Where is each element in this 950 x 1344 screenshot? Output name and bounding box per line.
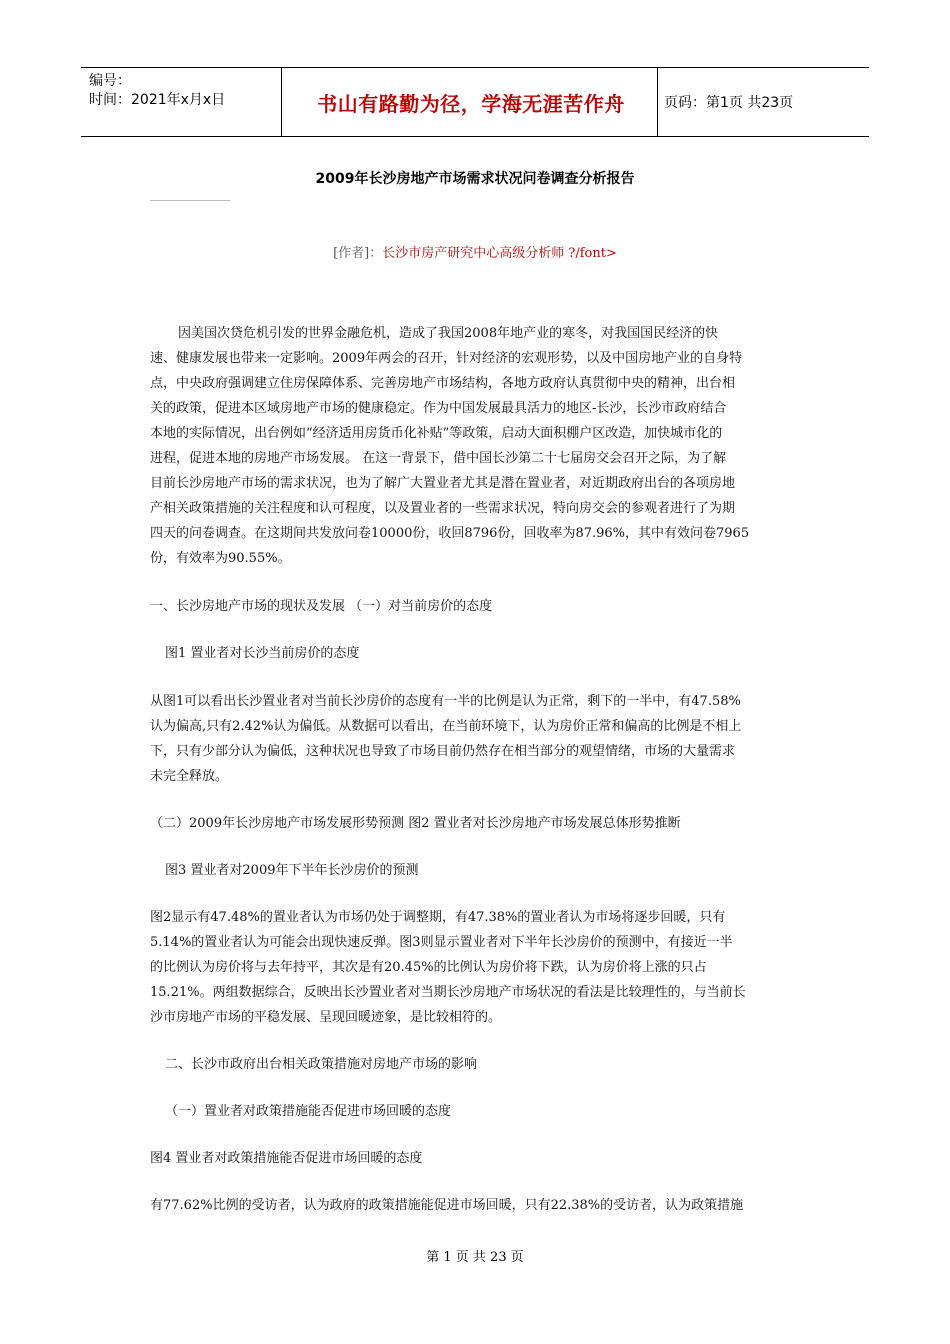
body-line: 目前长沙房地产市场的需求状况，也为了解广大置业者尤其是潜在置业者，对近期政府出台的各项房地 xyxy=(150,476,736,491)
section-heading: 一、长沙房地产市场的现状及发展 （一）对当前房价的态度 xyxy=(150,599,493,614)
body-line: 5.14%的置业者认为可能会出现快速反弹。图3则显示置业者对下半年长沙房价的预测中，有接近一半 xyxy=(150,935,733,950)
figure-caption: 图1 置业者对长沙当前房价的态度 xyxy=(165,646,360,661)
body-line: 四天的问卷调查。在这期间共发放问卷10000份，收回8796份，回收率为87.96%，其中有效问卷7965 xyxy=(150,526,750,541)
body-line: 产相关政策措施的关注程度和认可程度，以及置业者的一些需求状况，特向房交会的参观者进行了为期 xyxy=(150,501,736,516)
author-label: [作者]： xyxy=(333,246,383,261)
number-label: 编号： xyxy=(89,73,131,89)
header-meta xyxy=(89,72,225,110)
body-line: 认为偏高,只有2.42%认为偏低。从数据可以看出，在当前环境下，认为房价正常和偏高的比例是不相上 xyxy=(150,719,742,734)
body-line: 沙市房地产市场的平稳发展、呈现回暖迹象，是比较相符的。 xyxy=(150,1010,502,1025)
body-line: 进程，促进本地的房地产市场发展。 在这一背景下，借中国长沙第二十七届房交会召开之际，为了解 xyxy=(150,451,727,466)
body-line: 从图1可以看出长沙置业者对当前长沙房价的态度有一半的比例是认为正常，剩下的一半中，有47.58% xyxy=(150,694,741,709)
section-heading: 二、长沙市政府出台相关政策措施对房地产市场的影响 xyxy=(165,1057,478,1072)
body-line: 本地的实际情况，出台例如“经济适用房货币化补贴”等政策，启动大面积棚户区改造，加快城市化的 xyxy=(150,426,723,441)
author-line xyxy=(0,242,950,261)
body-line: 点，中央政府强调建立住房保障体系、完善房地产市场结构，各地方政府认真贯彻中央的精神，出台相 xyxy=(150,376,736,391)
body-line: 下，只有少部分认为偏低，这种状况也导致了市场目前仍然存在相当部分的观望情绪，市场的大量需求 xyxy=(150,744,736,759)
page-footer: 第 1 页 共 23 页 xyxy=(426,1250,524,1265)
body-line: 份，有效率为90.55%。 xyxy=(150,551,291,566)
body-line: 有77.62%比例的受访者，认为政府的政策措施能促进市场回暖，只有22.38%的受访者，认为政策措施 xyxy=(150,1198,744,1213)
figure-caption: 图4 置业者对政策措施能否促进市场回暖的态度 xyxy=(150,1151,423,1166)
date-label: 时间：2021年x月x日 xyxy=(89,92,226,108)
author-value: 长沙市房产研究中心高级分析师 ?/font> xyxy=(382,246,617,261)
figure-caption: 图3 置业者对2009年下半年长沙房价的预测 xyxy=(165,863,419,878)
subsection-heading: （一）置业者对政策措施能否促进市场回暖的态度 xyxy=(165,1104,452,1119)
header-table xyxy=(81,67,869,137)
header-page-info: 页码：第1页 共23页 xyxy=(664,95,794,111)
body-line: 关的政策，促进本区域房地产市场的健康稳定。作为中国发展最具活力的地区-长沙，长沙市政府结合 xyxy=(150,401,727,416)
title-divider xyxy=(150,200,230,201)
body-line: 速、健康发展也带来一定影响。2009年两会的召开，针对经济的宏观形势，以及中国房地产业的自身特 xyxy=(150,351,743,366)
section-heading: （二）2009年长沙房地产市场发展形势预测 图2 置业者对长沙房地产市场发展总体形势推断 xyxy=(150,816,681,831)
body-line: 图2显示有47.48%的置业者认为市场仍处于调整期，有47.38%的置业者认为市场将逐步回暖，只有 xyxy=(150,910,726,925)
body-line: 15.21%。两组数据综合，反映出长沙置业者对当期长沙房地产市场状况的看法是比较理性的，与当前长 xyxy=(150,985,746,1000)
body-line: 未完全释放。 xyxy=(150,769,229,784)
header-motto: 书山有路勤为径，学海无涯苦作舟 xyxy=(317,91,625,116)
document-title: 2009年长沙房地产市场需求状况问卷调查分析报告 xyxy=(315,171,635,187)
body-line: 因美国次贷危机引发的世界金融危机，造成了我国2008年地产业的寒冬，对我国国民经济的快 xyxy=(178,326,719,341)
body-line: 的比例认为房价将与去年持平，其次是有20.45%的比例认为房价将下跌，认为房价将上涨的只占 xyxy=(150,960,707,975)
